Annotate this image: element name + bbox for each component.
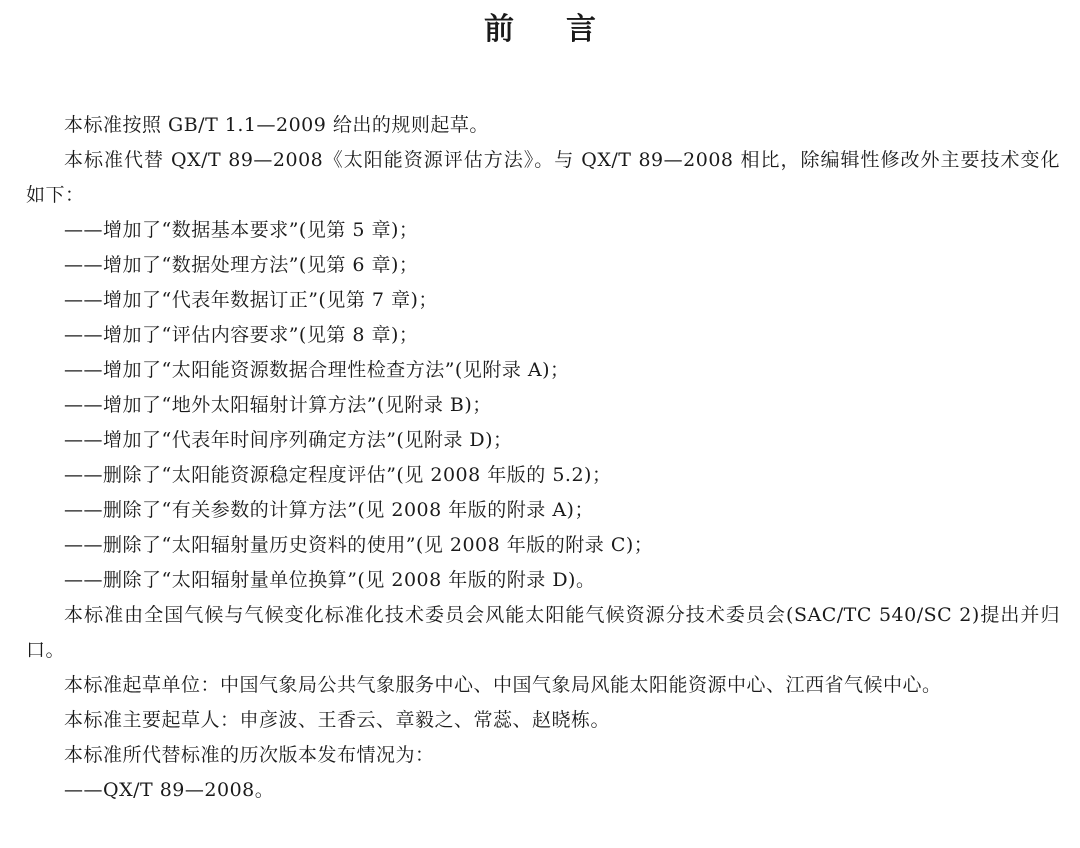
paragraph-replacement: 本标准代替 QX/T 89—2008《太阳能资源评估方法》。与 QX/T 89—2008 相比，除编辑性修改外主要技术变化如下： <box>26 149 1060 206</box>
page-title: 前言 <box>484 12 648 47</box>
paragraph-drafting-rules: 本标准按照 GB/T 1.1—2009 给出的规则起草。 <box>64 114 489 136</box>
paragraph-drafting-units: 本标准起草单位：中国气象局公共气象服务中心、中国气象局风能太阳能资源中心、江西省气候中心。 <box>64 674 942 696</box>
list-item: ——增加了“数据处理方法”(见第 6 章)； <box>64 254 419 276</box>
list-item: ——增加了“地外太阳辐射计算方法”(见附录 B)； <box>64 394 492 416</box>
list-item: ——删除了“太阳能资源稳定程度评估”(见 2008 年版的 5.2)； <box>64 464 612 486</box>
changes-list <box>26 213 1060 598</box>
list-item: ——删除了“太阳辐射量单位换算”(见 2008 年版的附录 D)。 <box>64 569 596 591</box>
paragraph-history-intro: 本标准所代替标准的历次版本发布情况为： <box>64 744 435 766</box>
list-item: ——删除了“有关参数的计算方法”(见 2008 年版的附录 A)； <box>64 499 594 521</box>
list-item: ——增加了“评估内容要求”(见第 8 章)； <box>64 324 419 346</box>
paragraph-drafters: 本标准主要起草人：申彦波、王香云、章毅之、常蕊、赵晓栋。 <box>64 709 611 731</box>
history-item: ——QX/T 89—2008。 <box>64 779 275 801</box>
list-item: ——增加了“数据基本要求”(见第 5 章)； <box>64 219 419 241</box>
list-item: ——删除了“太阳辐射量历史资料的使用”(见 2008 年版的附录 C)； <box>64 534 654 556</box>
paragraph-proposer: 本标准由全国气候与气候变化标准化技术委员会风能太阳能气候资源分技术委员会(SAC/TC 540/SC 2)提出并归口。 <box>26 604 1060 661</box>
preface-body <box>26 108 1060 808</box>
list-item: ——增加了“代表年时间序列确定方法”(见附录 D)； <box>64 429 513 451</box>
list-item: ——增加了“太阳能资源数据合理性检查方法”(见附录 A)； <box>64 359 570 381</box>
list-item: ——增加了“代表年数据订正”(见第 7 章)； <box>64 289 438 311</box>
